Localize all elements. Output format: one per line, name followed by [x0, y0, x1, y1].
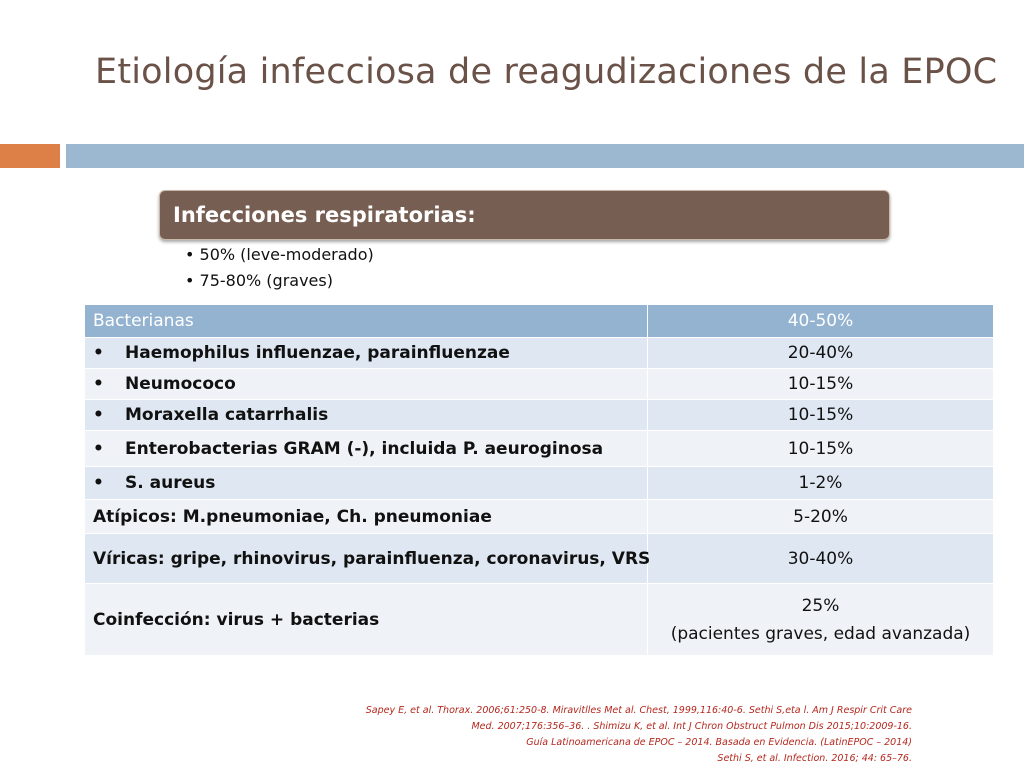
row-label [85, 369, 648, 400]
infections-heading: Infecciones respiratorias: [173, 203, 476, 227]
row-label: Atípicos: M.pneumoniae, Ch. pneumoniae [85, 500, 648, 534]
table-row [85, 534, 994, 584]
row-label-text: Haemophilus influenzae, parainfluenzae [125, 343, 510, 363]
row-value-line2: (pacientes graves, edad avanzada) [670, 623, 971, 644]
table-row [85, 584, 994, 656]
table-header-row [85, 305, 994, 338]
row-label-text: Enterobacterias GRAM (-), incluida P. aeuroginosa [125, 438, 604, 459]
row-label [85, 338, 648, 369]
row-value-line1: 25% [801, 595, 840, 616]
reference-line: Guía Latinoamericana de EPOC – 2014. Basada en Evidencia. (LatinEPOC – 2014) [526, 737, 912, 748]
row-value: 10-15% [648, 369, 994, 400]
reference-line: Med. 2007;176:356–36. . Shimizu K, et al. Int J Chron Obstruct Pulmon Dis 2015;10:2009-16. [471, 721, 912, 732]
row-value: 20-40% [648, 338, 994, 369]
row-label: Coinfección: virus + bacterias [85, 584, 648, 656]
row-value: 10-15% [648, 431, 994, 467]
bullet: • [93, 405, 104, 425]
infections-item: • 50% (leve-moderado) [185, 245, 374, 264]
bullet: • [93, 374, 104, 394]
etiology-table [84, 304, 994, 656]
table-row [85, 369, 994, 400]
header-label: Bacterianas [85, 305, 648, 338]
accent-bar-orange [0, 144, 60, 168]
slide-title: Etiología infecciosa de reagudizaciones de la EPOC [95, 52, 998, 92]
infections-list [185, 242, 374, 294]
header-value: 40-50% [648, 305, 994, 338]
table-row [85, 400, 994, 431]
row-value [648, 584, 994, 656]
row-label-text: S. aureus [125, 473, 216, 493]
table-row [85, 500, 994, 534]
row-label [85, 431, 648, 467]
table-row [85, 431, 994, 467]
row-label: Víricas: gripe, rhinovirus, parainfluenza, coronavirus, VRS [85, 534, 648, 584]
table-row [85, 338, 994, 369]
row-label [85, 467, 648, 500]
bullet: • [93, 473, 104, 493]
row-value: 5-20% [648, 500, 994, 534]
row-value: 10-15% [648, 400, 994, 431]
reference-line: Sapey E, et al. Thorax. 2006;61:250-8. Miravitlles Met al. Chest, 1999,116:40-6. Sethi S,eta l. Am J Respir Crit Care [365, 705, 912, 716]
reference-line: Sethi S, et al. Infection. 2016; 44: 65–76. [717, 753, 912, 764]
infections-heading-box [159, 190, 890, 240]
row-value: 30-40% [648, 534, 994, 584]
accent-bar-blue [66, 144, 1024, 168]
bullet: • [93, 343, 104, 363]
bullet: • [93, 438, 104, 459]
row-label [85, 400, 648, 431]
row-label-text: Moraxella catarrhalis [125, 405, 329, 425]
references [366, 703, 912, 767]
table-row [85, 467, 994, 500]
row-value: 1-2% [648, 467, 994, 500]
row-label-text: Neumococo [125, 374, 236, 394]
infections-item: • 75-80% (graves) [185, 271, 333, 290]
